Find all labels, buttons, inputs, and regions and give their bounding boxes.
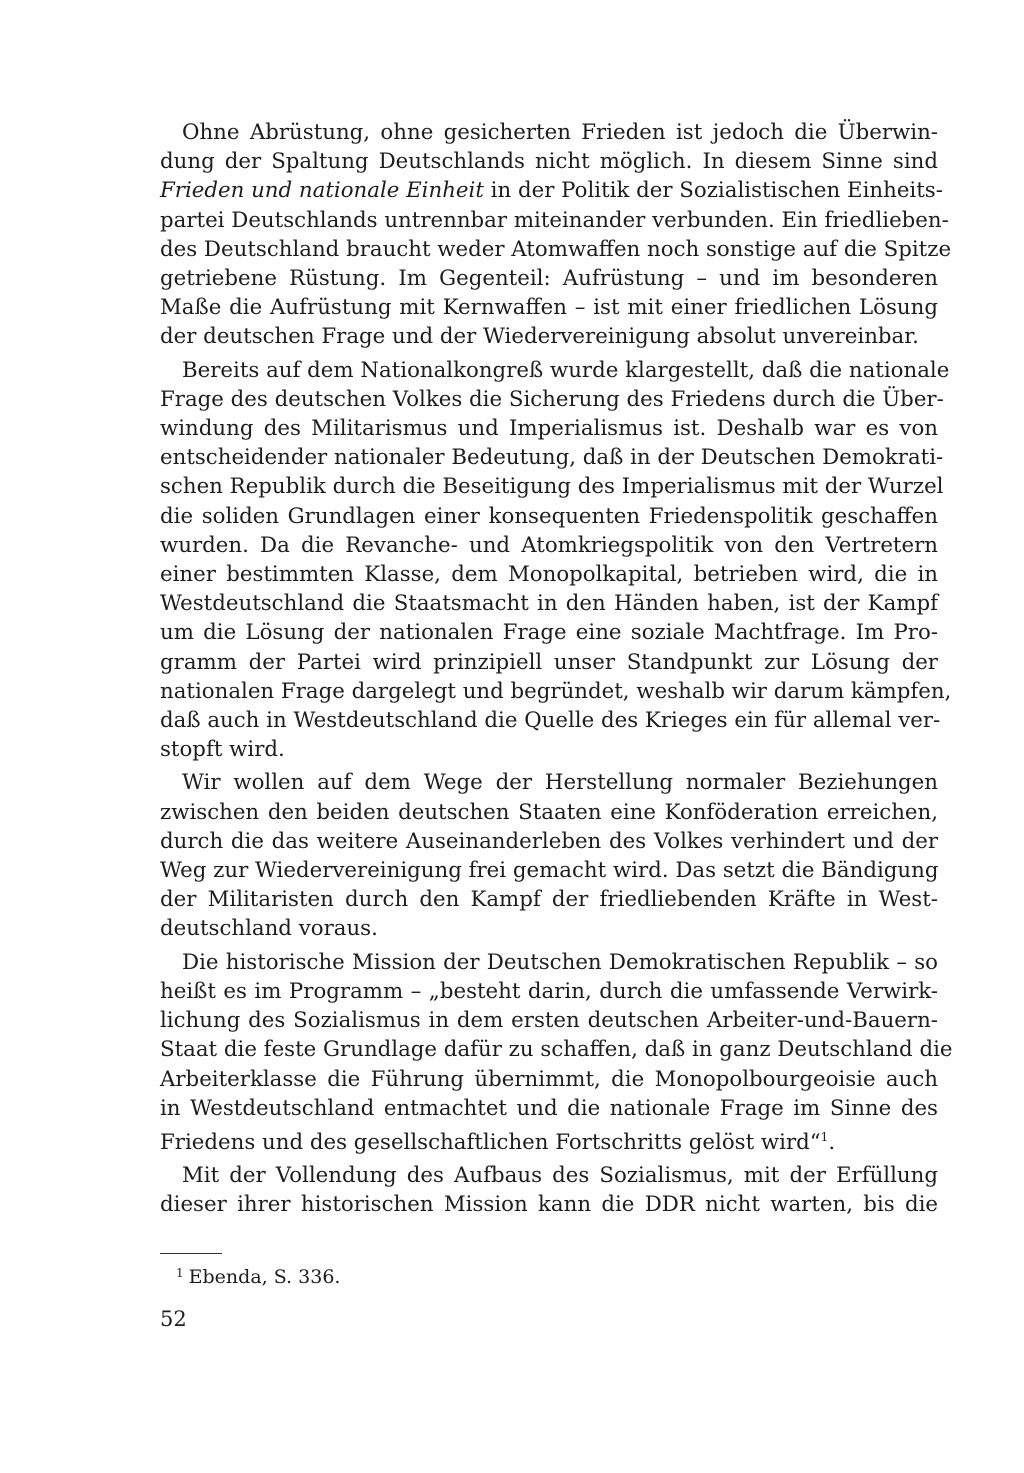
- text-line: heißt es im Programm – „besteht darin, durch die umfassende Verwirk-: [160, 978, 938, 1004]
- text-line: Staat die feste Grundlage dafür zu schaffen, daß in ganz Deutschland die: [160, 1037, 953, 1063]
- text-line: Die historische Mission der Deutschen Demokratischen Republik – so: [182, 949, 938, 975]
- text-line: zwischen den beiden deutschen Staaten eine Konföderation erreichen,: [160, 799, 938, 825]
- emphasis-text: Frieden und nationale Einheit: [160, 178, 484, 204]
- text-line: wurden. Da die Revanche- und Atomkriegspolitik von den Vertretern: [160, 532, 938, 558]
- paragraph-1: [160, 118, 952, 352]
- text-line: dieser ihrer historischen Mission kann die DDR nicht warten, bis die: [160, 1192, 938, 1218]
- footnote-reference[interactable]: 1: [820, 1129, 829, 1144]
- text-line: lichung des Sozialismus in dem ersten deutschen Arbeiter-und-Bauern-: [160, 1008, 938, 1034]
- text-line: schen Republik durch die Beseitigung des Imperialismus mit der Wurzel: [160, 474, 944, 500]
- paragraph-2: [160, 356, 952, 765]
- text-line: Westdeutschland die Staatsmacht in den Händen haben, ist der Kampf: [160, 591, 938, 617]
- paragraph-5: [160, 1161, 938, 1219]
- text-fragment: in der Politik der Sozialistischen Einheits-: [483, 178, 943, 204]
- page-number: 52: [160, 1307, 187, 1331]
- paragraph-3: [160, 768, 938, 943]
- text-line-with-emphasis: [160, 176, 943, 205]
- text-line: Bereits auf dem Nationalkongreß wurde klargestellt, daß die nationale: [182, 357, 950, 383]
- text-fragment: .: [828, 1129, 836, 1155]
- text-line: in Westdeutschland entmachtet und die nationale Frage im Sinne des: [160, 1095, 938, 1121]
- text-line: windung des Militarismus und Imperialismus ist. Deshalb war es von: [160, 416, 938, 442]
- text-line: des Deutschland braucht weder Atomwaffen noch sonstige auf die Spitze: [160, 236, 952, 262]
- text-line: nationalen Frage dargelegt und begründet, weshalb wir darum kämpfen,: [160, 678, 952, 704]
- text-line: um die Lösung der nationalen Frage eine soziale Machtfrage. Im Pro-: [160, 620, 938, 646]
- text-line: gramm der Partei wird prinzipiell unser Standpunkt zur Lösung der: [160, 649, 938, 675]
- text-line: Ohne Abrüstung, ohne gesicherten Frieden ist jedoch die Überwin-: [182, 120, 938, 145]
- text-line: stopft wird.: [160, 737, 285, 763]
- body-text: [160, 118, 953, 1220]
- text-line: durch die das weitere Auseinanderleben des Volkes verhindert und der: [160, 828, 938, 854]
- paragraph-4: [160, 948, 953, 1157]
- footnote-number: 1: [176, 1266, 184, 1280]
- text-line: Maße die Aufrüstung mit Kernwaffen – ist mit einer friedlichen Lösung: [160, 295, 938, 321]
- footnote: [176, 1261, 340, 1289]
- text-line: partei Deutschlands untrennbar miteinander verbunden. Ein friedlieben-: [160, 207, 949, 233]
- text-line: deutschland voraus.: [160, 916, 378, 942]
- text-line-with-footnote-ref: [160, 1123, 938, 1157]
- text-fragment: Friedens und des gesellschaftlichen Fortschritts gelöst wird“: [160, 1129, 821, 1155]
- text-line: entscheidender nationaler Bedeutung, daß in der Deutschen Demokrati-: [160, 445, 944, 471]
- text-line: die soliden Grundlagen einer konsequenten Friedenspolitik geschaffen: [160, 503, 938, 529]
- text-line: getriebene Rüstung. Im Gegenteil: Aufrüstung – und im besonderen: [160, 266, 938, 292]
- footnote-divider: [160, 1253, 222, 1254]
- footnote-text: Ebenda, S. 336.: [188, 1266, 341, 1288]
- text-line: einer bestimmten Klasse, dem Monopolkapital, betrieben wird, die in: [160, 562, 938, 588]
- text-line: dung der Spaltung Deutschlands nicht möglich. In diesem Sinne sind: [160, 149, 938, 175]
- text-line: der deutschen Frage und der Wiedervereinigung absolut unvereinbar.: [160, 324, 919, 350]
- text-line: Arbeiterklasse die Führung übernimmt, die Monopolbourgeoisie auch: [160, 1066, 938, 1092]
- text-line: Mit der Vollendung des Aufbaus des Sozialismus, mit der Erfüllung: [182, 1163, 938, 1189]
- text-line: Wir wollen auf dem Wege der Herstellung normaler Beziehungen: [182, 770, 938, 796]
- text-line: daß auch in Westdeutschland die Quelle des Krieges ein für allemal ver-: [160, 708, 941, 734]
- text-line: der Militaristen durch den Kampf der friedliebenden Kräfte in West-: [160, 887, 938, 913]
- text-line: Frage des deutschen Volkes die Sicherung des Friedens durch die Über-: [160, 386, 944, 412]
- text-line: Weg zur Wiedervereinigung frei gemacht wird. Das setzt die Bändigung: [160, 858, 939, 884]
